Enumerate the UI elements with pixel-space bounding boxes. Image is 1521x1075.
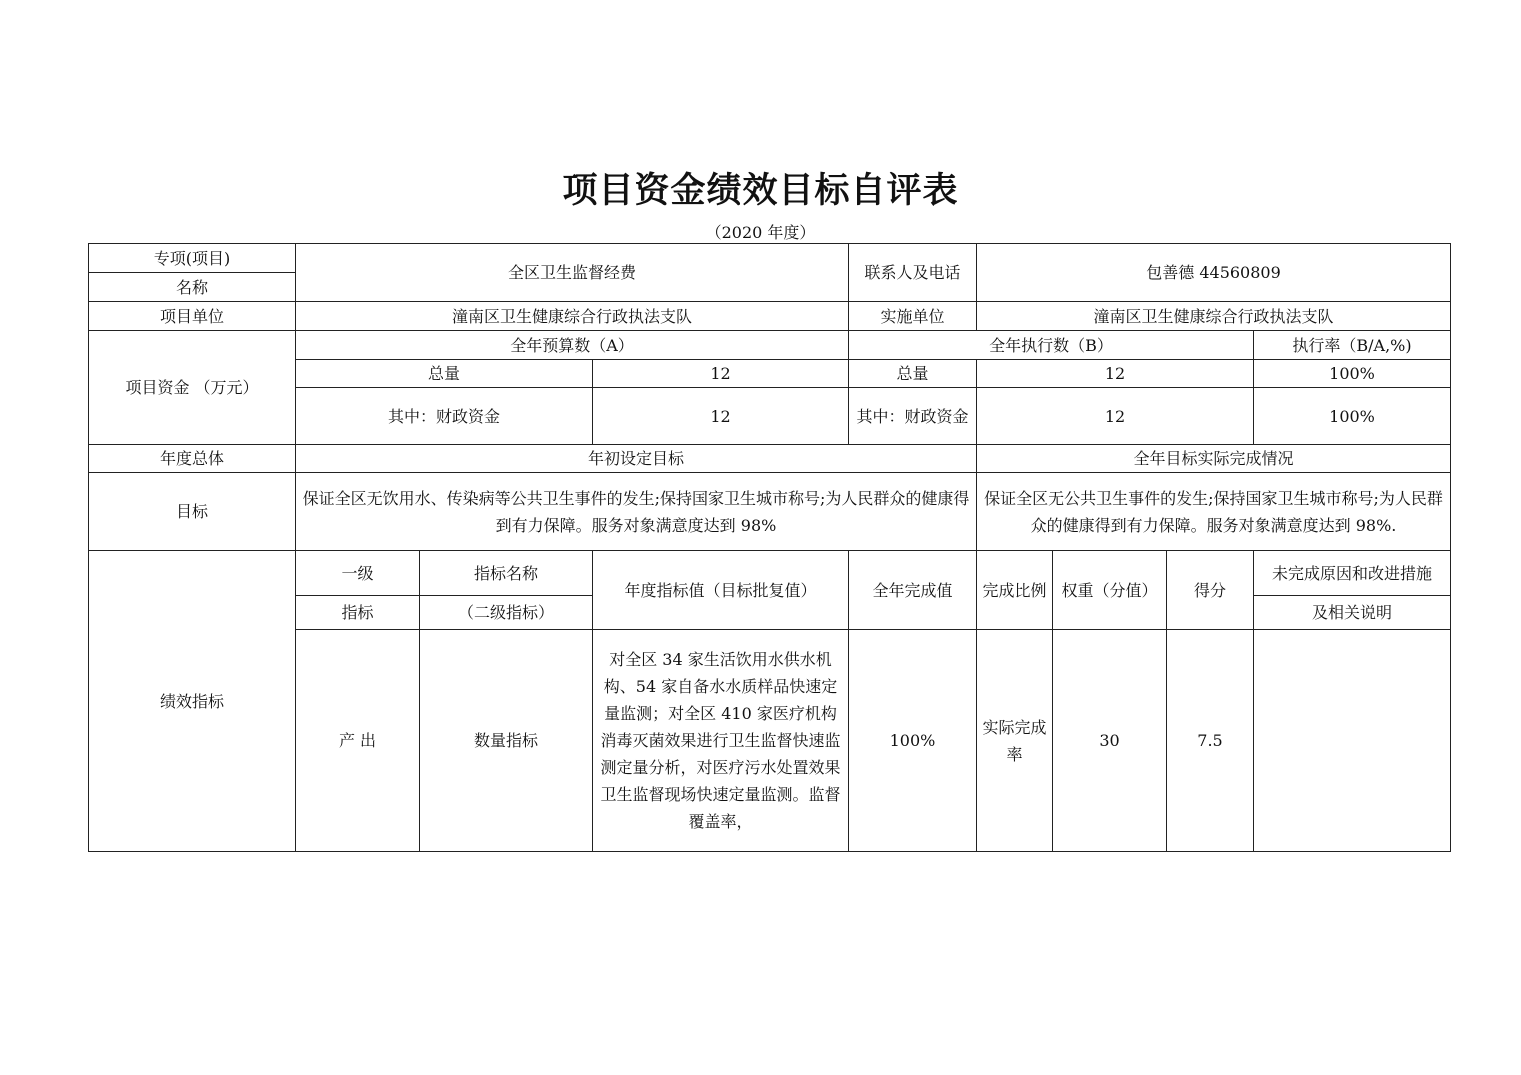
- project-name-label-line1: 专项(项目): [89, 244, 296, 273]
- executed-header: 全年执行数（B）: [849, 331, 1254, 360]
- annual-overall-label: 年度总体: [89, 445, 296, 473]
- ratio-header: 完成比例: [977, 551, 1053, 630]
- goal-label: 目标: [89, 473, 296, 551]
- target-cell: 对全区 34 家生活饮用水供水机构、54 家自备水水质样品快速定量监测；对全区 410 家医疗机构消毒灭菌效果进行卫生监督快速监测定量分析，对医疗污水处置效果卫生监督现场快速定量监测。监督覆盖率，: [593, 630, 849, 852]
- completion-header: 全年完成值: [849, 551, 977, 630]
- executed-fiscal-value: 12: [977, 388, 1254, 445]
- project-unit-label: 项目单位: [89, 302, 296, 331]
- executed-total-value: 12: [977, 360, 1254, 388]
- contact-label: 联系人及电话: [849, 244, 977, 302]
- name-header-a: 指标名称: [420, 551, 593, 596]
- score-header: 得分: [1167, 551, 1254, 630]
- budget-fiscal-label: 其中：财政资金: [296, 388, 593, 445]
- project-name-value: 全区卫生监督经费: [296, 244, 849, 302]
- level1-header-b: 指标: [296, 596, 420, 630]
- exec-rate-fiscal: 100%: [1254, 388, 1451, 445]
- ratio-cell: 实际完成率: [977, 630, 1053, 852]
- target-header: 年度指标值（目标批复值）: [593, 551, 849, 630]
- level1-cell: 产 出: [296, 630, 420, 852]
- perf-indicators-label: 绩效指标: [89, 551, 296, 852]
- project-unit-value: 潼南区卫生健康综合行政执法支队: [296, 302, 849, 331]
- exec-rate-header: 执行率（B/A,%): [1254, 331, 1451, 360]
- completion-cell: 100%: [849, 630, 977, 852]
- score-cell: 7.5: [1167, 630, 1254, 852]
- page-subtitle: （2020 年度）: [705, 223, 816, 242]
- impl-unit-value: 潼南区卫生健康综合行政执法支队: [977, 302, 1451, 331]
- budget-total-value: 12: [593, 360, 849, 388]
- evaluation-table: [88, 243, 1451, 852]
- funds-label: 项目资金 （万元）: [89, 331, 296, 445]
- budget-fiscal-value: 12: [593, 388, 849, 445]
- initial-goal-text: 保证全区无饮用水、传染病等公共卫生事件的发生;保持国家卫生城市称号;为人民群众的健康得到有力保障。服务对象满意度达到 98%: [296, 473, 977, 551]
- executed-total-label: 总量: [849, 360, 977, 388]
- weight-cell: 30: [1053, 630, 1167, 852]
- level1-header-a: 一级: [296, 551, 420, 596]
- executed-fiscal-label: 其中：财政资金: [849, 388, 977, 445]
- page-title: 项目资金绩效目标自评表: [562, 170, 959, 211]
- reason-cell: [1254, 630, 1451, 852]
- contact-value: 包善德 44560809: [977, 244, 1451, 302]
- reason-header-a: 未完成原因和改进措施: [1254, 551, 1451, 596]
- actual-completion-text: 保证全区无公共卫生事件的发生;保持国家卫生城市称号;为人民群众的健康得到有力保障。服务对象满意度达到 98%.: [977, 473, 1451, 551]
- exec-rate-total: 100%: [1254, 360, 1451, 388]
- budget-header: 全年预算数（A）: [296, 331, 849, 360]
- level2-cell: 数量指标: [420, 630, 593, 852]
- weight-header: 权重（分值）: [1053, 551, 1167, 630]
- impl-unit-label: 实施单位: [849, 302, 977, 331]
- actual-completion-header: 全年目标实际完成情况: [977, 445, 1451, 473]
- project-name-label-line2: 名称: [89, 273, 296, 302]
- budget-total-label: 总量: [296, 360, 593, 388]
- reason-header-b: 及相关说明: [1254, 596, 1451, 630]
- name-header-b: （二级指标）: [420, 596, 593, 630]
- initial-goal-header: 年初设定目标: [296, 445, 977, 473]
